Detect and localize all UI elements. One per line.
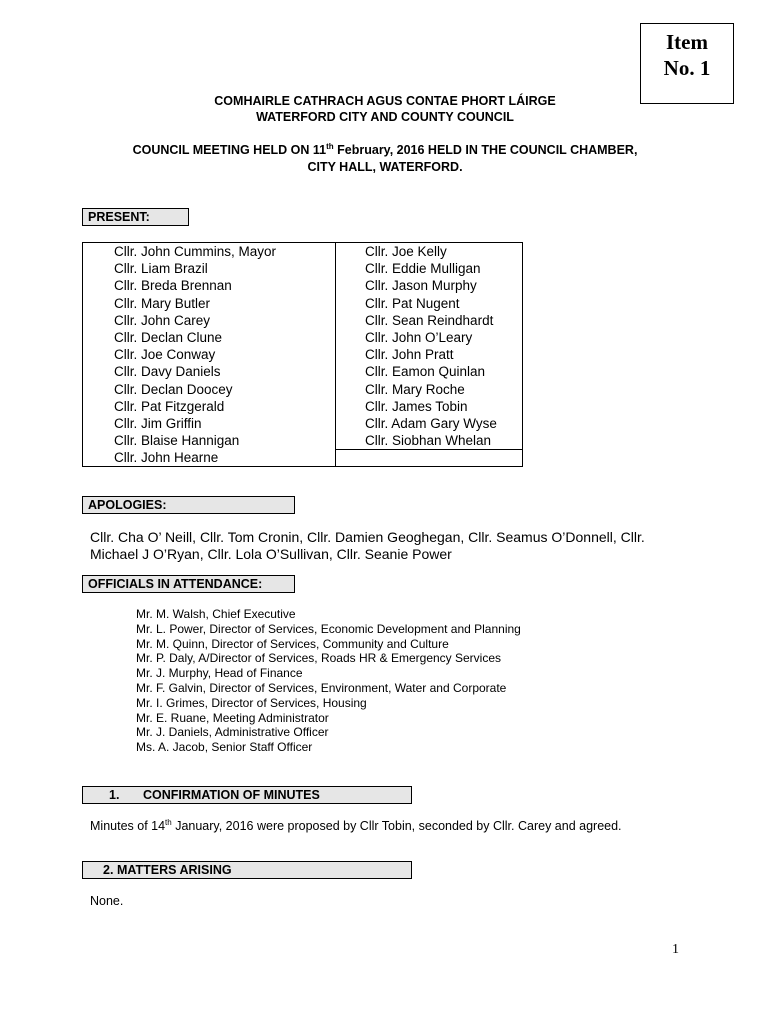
attendee: Cllr. John Hearne — [114, 450, 219, 466]
apologies-label: APOLOGIES: — [82, 496, 295, 514]
item-label: Item — [666, 30, 708, 54]
attendee: Cllr. Liam Brazil — [114, 261, 208, 277]
official: Mr. P. Daly, A/Director of Services, Roads HR & Emergency Services — [136, 651, 502, 666]
official: Mr. M. Quinn, Director of Services, Community and Culture — [136, 636, 449, 651]
attendee: Cllr. James Tobin — [365, 398, 468, 414]
attendee: Cllr. John Carey — [114, 312, 211, 328]
section-1-text-suffix: January, 2016 were proposed by Cllr Tobin, seconded by Cllr. Carey and agreed. — [171, 819, 622, 833]
official: Mr. M. Walsh, Chief Executive — [136, 607, 296, 621]
official: Mr. I. Grimes, Director of Services, Housing — [136, 695, 367, 710]
section-1-heading — [82, 786, 412, 804]
section-2-title: MATTERS ARISING — [117, 863, 232, 877]
attendee: Cllr. Breda Brennan — [114, 278, 232, 294]
official: Ms. A. Jacob, Senior Staff Officer — [136, 740, 313, 755]
apologies-line: Michael J O’Ryan, Cllr. Lola O’Sullivan, Cllr. Seanie Power — [90, 546, 452, 562]
section-2-heading — [82, 861, 412, 879]
item-number: No. 1 — [663, 56, 711, 80]
meeting-title-suffix: February, 2016 HELD IN THE COUNCIL CHAMBER, — [333, 143, 638, 157]
section-1-number: 1. — [109, 788, 120, 802]
attendee: Cllr. Mary Roche — [365, 381, 465, 397]
attendee: Cllr. Pat Nugent — [365, 295, 460, 311]
attendee: Cllr. John Pratt — [365, 347, 454, 363]
present-right-column — [365, 243, 497, 449]
attendee: Cllr. Eamon Quinlan — [365, 364, 486, 380]
council-irish-name: COMHAIRLE CATHRACH AGUS CONTAE PHORT LÁIRGE — [214, 94, 556, 108]
attendee: Cllr. Jason Murphy — [365, 278, 477, 294]
official: Mr. J. Murphy, Head of Finance — [136, 666, 303, 681]
attendee: Cllr. John Cummins, Mayor — [114, 244, 277, 259]
section-1-text-sup: th — [165, 817, 172, 827]
official: Mr. J. Daniels, Administrative Officer — [136, 725, 329, 740]
apologies-text — [90, 529, 690, 563]
attendee: Cllr. Eddie Mulligan — [365, 261, 481, 277]
present-label: PRESENT: — [82, 208, 189, 226]
attendee: Cllr. Adam Gary Wyse — [365, 416, 497, 432]
section-1-text — [90, 819, 622, 833]
attendee: Cllr. Siobhan Whelan — [365, 433, 492, 449]
attendee: Cllr. Declan Clune — [114, 330, 223, 346]
section-1-text-prefix: Minutes of 14 — [90, 819, 166, 833]
attendee: Cllr. Pat Fitzgerald — [114, 398, 225, 414]
page-number: 1 — [672, 942, 679, 957]
attendee: Cllr. Joe Conway — [114, 347, 216, 363]
attendee: Cllr. Blaise Hannigan — [114, 433, 240, 449]
attendee: Cllr. Davy Daniels — [114, 364, 221, 380]
meeting-title-prefix: COUNCIL MEETING HELD ON 11 — [132, 143, 327, 157]
section-1-title: CONFIRMATION OF MINUTES — [143, 788, 320, 802]
meeting-location: CITY HALL, WATERFORD. — [307, 160, 463, 174]
section-2-text: None. — [90, 894, 124, 908]
attendee: Cllr. Sean Reindhardt — [365, 312, 494, 328]
section-2-number: 2. — [103, 863, 114, 877]
meeting-title-sup: th — [326, 141, 334, 151]
apologies-line: Cllr. Cha O’ Neill, Cllr. Tom Cronin, Cllr. Damien Geoghegan, Cllr. Seamus O’Donnell, Cllr. — [90, 529, 645, 545]
official: Mr. E. Ruane, Meeting Administrator — [136, 710, 329, 725]
present-table — [82, 242, 523, 467]
officials-list — [136, 607, 521, 755]
attendee: Cllr. Declan Doocey — [114, 381, 233, 397]
table-divider — [335, 243, 336, 466]
official: Mr. F. Galvin, Director of Services, Environment, Water and Corporate — [136, 680, 507, 695]
present-left-column — [114, 243, 276, 467]
attendee: Cllr. Mary Butler — [114, 295, 211, 311]
meeting-title — [0, 143, 770, 157]
attendee: Cllr. Jim Griffin — [114, 416, 202, 432]
officials-label: OFFICIALS IN ATTENDANCE: — [82, 575, 295, 593]
attendee: Cllr. Joe Kelly — [365, 244, 447, 259]
item-number-box — [640, 23, 734, 104]
attendee: Cllr. John O’Leary — [365, 330, 473, 346]
council-english-name: WATERFORD CITY AND COUNTY COUNCIL — [256, 110, 514, 124]
official: Mr. L. Power, Director of Services, Economic Development and Planning — [136, 621, 521, 636]
